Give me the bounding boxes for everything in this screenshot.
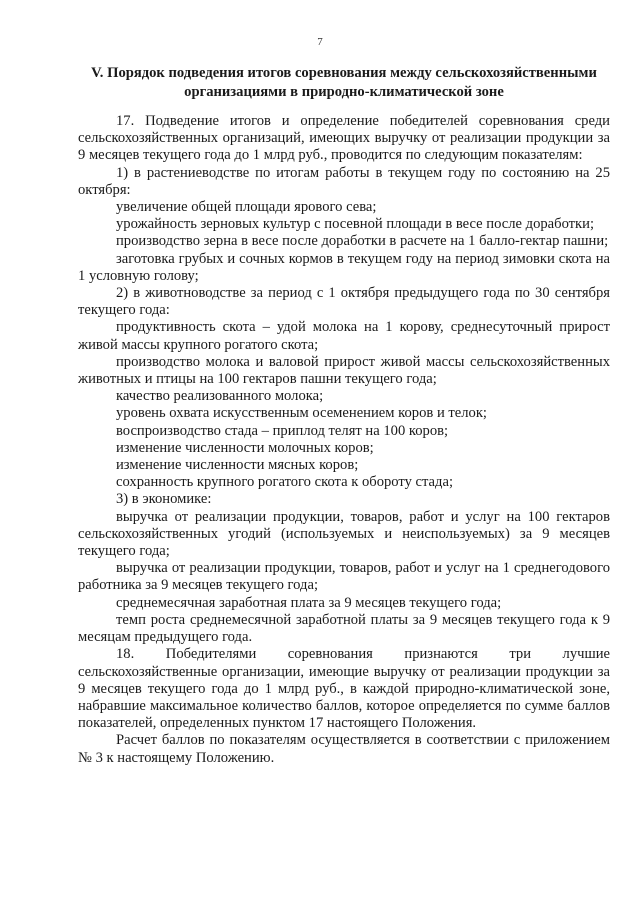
list-item: продуктивность скота – удой молока на 1 корову, среднесуточный прирост живой массы крупного рогатого скота; [78,319,610,353]
paragraph-crop-production: 1) в растениеводстве по итогам работы в текущем году по состоянию на 25 октября: [78,164,610,198]
list-item: изменение численности мясных коров; [116,457,359,474]
list-item: среднемесячная заработная плата за 9 месяцев текущего года; [116,594,502,611]
list-item: выручка от реализации продукции, товаров, работ и услуг на 1 среднегодового работника за 9 месяцев текущего года; [78,560,610,594]
paragraph-18-winners: 18. Победителями соревнования признаются три лучшие сельскохозяйственные организации, имеющие выручку от реализации продукции за 9 месяцев текущего года до 1 млрд руб., в каждой природно-климатической зоне, набравшие максимальное количество баллов, которое определяется по сумме баллов показателей, определенных пунктом 17 настоящего Положения. [78,646,610,732]
paragraph-17-intro: 17. Подведение итогов и определение победителей соревнования среди сельскохозяйственных организаций, имеющих выручку от реализации продукции за 9 месяцев текущего года до 1 млрд руб., проводится по следующим показателям: [78,113,610,164]
list-item: сохранность крупного рогатого скота к обороту стада; [116,474,453,491]
document-body [78,113,610,767]
section-heading [78,64,610,102]
paragraph-score-calculation: Расчет баллов по показателям осуществляется в соответствии с приложением № 3 к настоящему Положению. [78,732,610,766]
paragraph-economy: 3) в экономике: [116,491,212,508]
section-heading-line-1: V. Порядок подведения итогов соревнования между сельскохозяйственными [91,65,597,81]
list-item: воспроизводство стада – приплод телят на 100 коров; [116,422,449,439]
list-item: заготовка грубых и сочных кормов в текущем году на период зимовки скота на 1 условную голову; [78,250,610,284]
list-item: производство молока и валовой прирост живой массы сельскохозяйственных животных и птицы на 100 гектаров пашни текущего года; [78,353,610,388]
list-item: качество реализованного молока; [116,388,324,405]
list-item: производство зерна в весе после доработки в расчете на 1 балло-гектар пашни; [116,233,609,250]
section-heading-line-2: организациями в природно-климатической зоне [184,84,504,100]
list-item: увеличение общей площади ярового сева; [116,199,377,216]
list-item: урожайность зерновых культур с посевной площади в весе после доработки; [116,216,595,233]
list-item: темп роста среднемесячной заработной платы за 9 месяцев текущего года к 9 месяцам предыдущего года. [78,611,610,646]
list-item: изменение численности молочных коров; [116,439,374,456]
list-item: выручка от реализации продукции, товаров, работ и услуг на 100 гектаров сельскохозяйственных угодий (используемых и неиспользуемых) за 9 месяцев текущего года; [78,508,610,560]
page-number: 7 [317,36,323,48]
list-item: уровень охвата искусственным осеменением коров и телок; [116,405,487,422]
paragraph-livestock: 2) в животноводстве за период с 1 октября предыдущего года по 30 сентября текущего года: [78,285,610,319]
